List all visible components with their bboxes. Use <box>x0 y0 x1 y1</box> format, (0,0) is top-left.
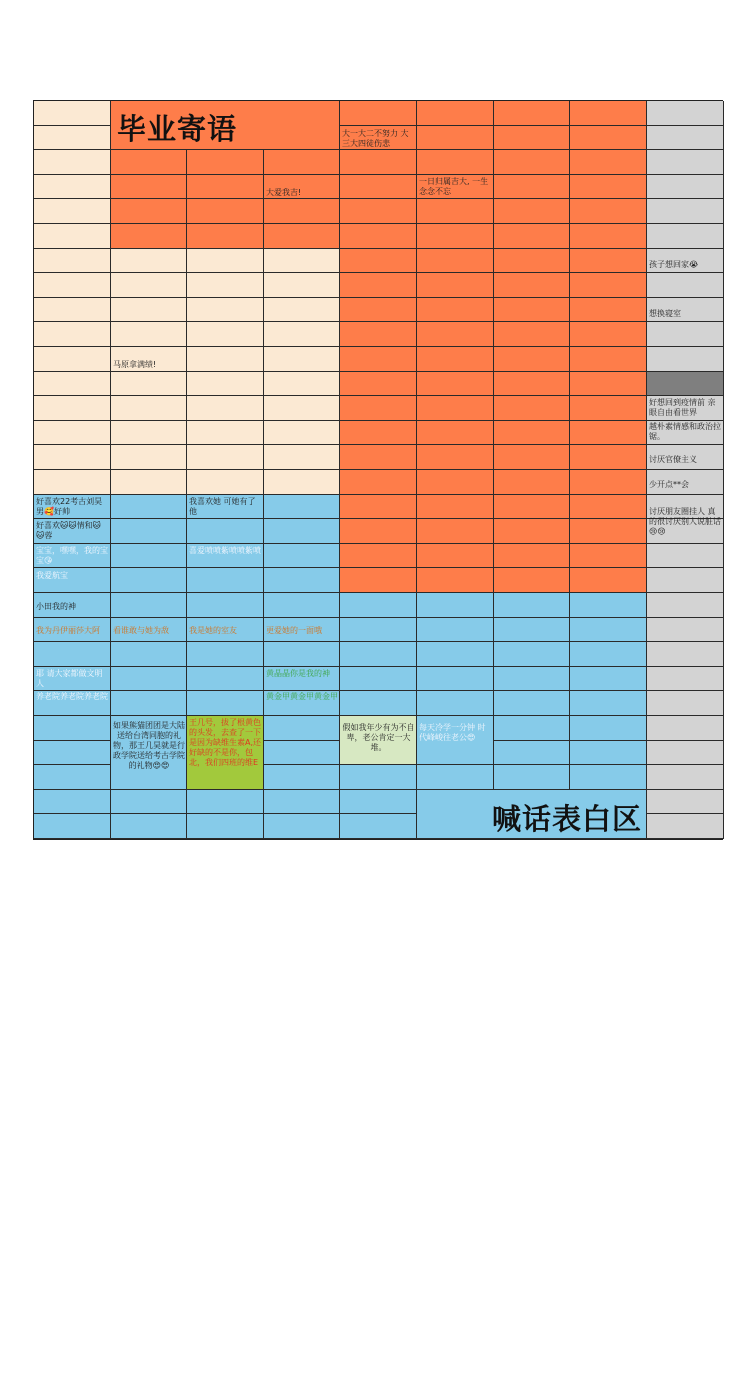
sheet-cell[interactable] <box>647 814 724 839</box>
sheet-cell[interactable] <box>340 298 417 323</box>
cell-note: 喜爱喷喷紫喷喷紫喷 <box>189 545 261 555</box>
sheet-cell[interactable] <box>340 224 417 249</box>
sheet-cell[interactable] <box>34 298 111 323</box>
sheet-cell[interactable] <box>340 322 417 347</box>
sheet-cell[interactable] <box>494 372 570 397</box>
sheet-cell[interactable] <box>264 814 340 839</box>
cell-note: 黄晶晶你是我的神 <box>266 668 330 678</box>
sheet-cell[interactable] <box>494 175 570 200</box>
sheet-cell[interactable] <box>187 519 264 544</box>
sheet-cell[interactable] <box>340 618 417 643</box>
sheet-cell[interactable] <box>264 593 340 618</box>
sheet-cell[interactable] <box>494 519 570 544</box>
cell-note: 更爱她的一面哦 <box>266 625 322 635</box>
sheet-cell[interactable] <box>187 273 264 298</box>
sheet-cell[interactable] <box>570 741 647 766</box>
sheet-cell[interactable] <box>111 519 187 544</box>
sheet-cell[interactable] <box>264 347 340 372</box>
sheet-cell[interactable] <box>187 396 264 421</box>
sheet-cell[interactable] <box>417 618 494 643</box>
sheet-cell[interactable] <box>417 667 494 692</box>
sheet-cell[interactable] <box>340 470 417 495</box>
cell-note: 养老院养老院养老院 <box>36 692 108 702</box>
sheet-cell[interactable] <box>647 101 724 126</box>
sheet-cell[interactable] <box>570 249 647 274</box>
sheet-cell[interactable] <box>187 249 264 274</box>
cell-note: 好喜欢22考古刘昊男🥰好帅 <box>36 496 103 516</box>
sheet-cell[interactable] <box>264 150 340 175</box>
sheet-cell[interactable] <box>34 716 111 741</box>
sheet-cell[interactable] <box>417 470 494 495</box>
spreadsheet <box>33 100 723 840</box>
cell-note: 马原拿满绩! <box>113 359 157 369</box>
sheet-cell[interactable] <box>111 273 187 298</box>
sheet-cell[interactable] <box>494 322 570 347</box>
sheet-cell[interactable] <box>264 741 340 766</box>
sheet-cell[interactable] <box>187 568 264 593</box>
sheet-cell[interactable] <box>494 544 570 569</box>
sheet-cell[interactable] <box>570 126 647 151</box>
sheet-cell[interactable] <box>111 421 187 446</box>
sheet-cell[interactable] <box>111 199 187 224</box>
sheet-cell[interactable] <box>340 372 417 397</box>
sheet-cell[interactable] <box>111 814 187 839</box>
cell-note: 我是她的室友 <box>189 625 237 635</box>
sheet-cell[interactable] <box>570 101 647 126</box>
sheet-cell[interactable] <box>34 249 111 274</box>
sheet-cell[interactable] <box>494 618 570 643</box>
sheet-cell[interactable] <box>417 347 494 372</box>
cell-note: 我爱航宝 <box>36 571 68 581</box>
sheet-cell[interactable] <box>340 519 417 544</box>
sheet-cell[interactable] <box>264 249 340 274</box>
sheet-cell[interactable] <box>187 790 264 815</box>
cell-note: 好想回到疫情前 亲眼自由看世界 <box>649 398 716 418</box>
sheet-cell[interactable] <box>187 593 264 618</box>
sheet-cell[interactable] <box>264 322 340 347</box>
sheet-cell[interactable] <box>647 175 724 200</box>
cell-note: 每天冷学一分钟 时代峰峻往老公😍 <box>419 723 486 742</box>
sheet-cell[interactable] <box>647 273 724 298</box>
sheet-cell[interactable] <box>187 224 264 249</box>
sheet-cell[interactable] <box>494 568 570 593</box>
sheet-cell[interactable] <box>111 445 187 470</box>
sheet-cell[interactable] <box>417 593 494 618</box>
sheet-cell[interactable] <box>264 372 340 397</box>
sheet-cell[interactable] <box>494 716 570 741</box>
sheet-cell[interactable] <box>187 814 264 839</box>
sheet-cell[interactable] <box>264 544 340 569</box>
sheet-cell[interactable] <box>111 150 187 175</box>
sheet-cell[interactable] <box>111 470 187 495</box>
sheet-cell[interactable] <box>187 470 264 495</box>
sheet-cell[interactable] <box>34 347 111 372</box>
sheet-cell[interactable] <box>187 175 264 200</box>
sheet-cell[interactable] <box>647 372 724 397</box>
sheet-cell[interactable] <box>34 175 111 200</box>
sheet-cell[interactable] <box>264 716 340 741</box>
sheet-cell[interactable] <box>34 421 111 446</box>
sheet-cell[interactable] <box>111 544 187 569</box>
sheet-cell[interactable] <box>340 249 417 274</box>
sheet-cell[interactable] <box>494 347 570 372</box>
sheet-cell[interactable] <box>417 519 494 544</box>
sheet-cell[interactable] <box>34 790 111 815</box>
sheet-cell[interactable] <box>264 790 340 815</box>
sheet-cell[interactable] <box>340 150 417 175</box>
sheet-cell[interactable] <box>494 495 570 520</box>
cell-note: 小田我的神 <box>36 602 76 611</box>
sheet-cell[interactable] <box>187 421 264 446</box>
sheet-cell[interactable] <box>647 593 724 618</box>
sheet-cell[interactable] <box>570 150 647 175</box>
sheet-cell[interactable] <box>417 199 494 224</box>
sheet-cell[interactable] <box>417 445 494 470</box>
sheet-cell[interactable] <box>34 224 111 249</box>
sheet-cell[interactable] <box>494 691 570 716</box>
sheet-cell[interactable] <box>417 150 494 175</box>
sheet-cell[interactable] <box>570 495 647 520</box>
sheet-cell[interactable] <box>647 126 724 151</box>
sheet-cell[interactable] <box>340 175 417 200</box>
sheet-cell[interactable] <box>647 741 724 766</box>
sheet-cell[interactable] <box>340 642 417 667</box>
cell-note: 黄金甲黄金甲黄金甲 <box>266 692 338 702</box>
sheet-cell[interactable] <box>340 568 417 593</box>
sheet-cell[interactable] <box>570 322 647 347</box>
cell-note: 假如我年少有为不自卑，老公肯定一大堆。 <box>342 723 415 752</box>
sheet-cell[interactable] <box>570 765 647 790</box>
sheet-cell[interactable] <box>570 199 647 224</box>
sheet-cell[interactable] <box>647 568 724 593</box>
sheet-cell[interactable] <box>647 322 724 347</box>
sheet-cell[interactable] <box>187 298 264 323</box>
sheet-cell[interactable] <box>647 765 724 790</box>
sheet-cell[interactable] <box>111 667 187 692</box>
sheet-cell[interactable] <box>34 101 111 126</box>
sheet-cell[interactable] <box>340 495 417 520</box>
cell-note: 讨厌朋友圈挂人 真的很讨厌别人说脏话😢😢 <box>649 506 721 536</box>
sheet-cell[interactable] <box>340 273 417 298</box>
confession-area-title: 喊话表白区 <box>491 801 642 836</box>
sheet-cell[interactable] <box>570 568 647 593</box>
sheet-cell[interactable] <box>570 396 647 421</box>
sheet-cell[interactable] <box>417 322 494 347</box>
sheet-cell[interactable] <box>417 691 494 716</box>
cell-note: 好喜欢🐱🐱情和🐱🐱蓉 <box>36 521 102 541</box>
sheet-cell[interactable] <box>264 470 340 495</box>
sheet-cell[interactable] <box>417 544 494 569</box>
cell-note: 看谁敢与她为敌 <box>113 625 169 635</box>
sheet-cell[interactable] <box>494 642 570 667</box>
sheet-cell[interactable] <box>494 199 570 224</box>
sheet-cell[interactable] <box>111 322 187 347</box>
sheet-cell[interactable] <box>417 568 494 593</box>
sheet-cell[interactable] <box>340 445 417 470</box>
sheet-cell[interactable] <box>494 298 570 323</box>
sheet-cell[interactable] <box>340 790 417 815</box>
sheet-cell[interactable] <box>647 716 724 741</box>
sheet-cell[interactable] <box>34 765 111 790</box>
sheet-cell[interactable] <box>570 372 647 397</box>
sheet-cell[interactable] <box>570 470 647 495</box>
sheet-cell[interactable] <box>570 445 647 470</box>
sheet-cell[interactable] <box>340 814 417 839</box>
sheet-cell[interactable] <box>34 199 111 224</box>
sheet-cell[interactable] <box>187 199 264 224</box>
sheet-cell[interactable] <box>417 298 494 323</box>
sheet-cell[interactable] <box>570 667 647 692</box>
cell-note: 如果熊猫团团是大陆送给台湾同胞的礼物，那王几昊就是行政学院送给考古学院的礼物😍😍 <box>113 721 185 770</box>
sheet-cell[interactable] <box>417 101 494 126</box>
sheet-cell[interactable] <box>494 273 570 298</box>
sheet-cell[interactable] <box>570 175 647 200</box>
bottom-title-cell[interactable] <box>417 790 647 839</box>
cell-note: 大一大二不努力 大三大四徒伤悲 <box>342 128 409 148</box>
sheet-cell[interactable] <box>111 495 187 520</box>
sheet-cell[interactable] <box>264 199 340 224</box>
cell-note: 王几号，拔了根黄色的头发，去查了一下是因为缺维生素A,还好缺的不是你，包北，我们四班的维E <box>189 718 262 767</box>
sheet-cell[interactable] <box>494 765 570 790</box>
sheet-cell[interactable] <box>111 224 187 249</box>
cell-note: 一日归属吉大, 一生念念不忘 <box>419 176 489 196</box>
sheet-cell[interactable] <box>570 519 647 544</box>
sheet-cell[interactable] <box>34 470 111 495</box>
sheet-cell[interactable] <box>264 298 340 323</box>
sheet-cell[interactable] <box>264 519 340 544</box>
sheet-cell[interactable] <box>264 396 340 421</box>
sheet-cell[interactable] <box>34 814 111 839</box>
sheet-cell[interactable] <box>647 150 724 175</box>
sheet-cell[interactable] <box>570 593 647 618</box>
sheet-cell[interactable] <box>494 101 570 126</box>
sheet-cell[interactable] <box>111 568 187 593</box>
sheet-cell[interactable] <box>570 716 647 741</box>
sheet-cell[interactable] <box>34 126 111 151</box>
sheet-cell[interactable] <box>34 445 111 470</box>
sheet-cell[interactable] <box>340 101 417 126</box>
sheet-cell[interactable] <box>570 347 647 372</box>
sheet-cell[interactable] <box>264 421 340 446</box>
cell-note: 我喜欢她 可她有了他 <box>189 496 256 516</box>
sheet-cell[interactable] <box>111 372 187 397</box>
sheet-cell[interactable] <box>111 249 187 274</box>
sheet-title: 毕业寄语 <box>117 112 238 146</box>
sheet-cell[interactable] <box>111 396 187 421</box>
sheet-cell[interactable] <box>187 691 264 716</box>
sheet-cell[interactable] <box>340 593 417 618</box>
sheet-cell[interactable] <box>340 396 417 421</box>
sheet-cell[interactable] <box>111 691 187 716</box>
sheet-cell[interactable] <box>647 347 724 372</box>
cell-note: 讨厌官僚主义 <box>649 454 697 464</box>
sheet-cell[interactable] <box>647 790 724 815</box>
sheet-cell[interactable] <box>264 495 340 520</box>
sheet-cell[interactable] <box>570 273 647 298</box>
sheet-cell[interactable] <box>647 199 724 224</box>
sheet-cell[interactable] <box>264 765 340 790</box>
sheet-cell[interactable] <box>34 372 111 397</box>
sheet-cell[interactable] <box>340 544 417 569</box>
sheet-cell[interactable] <box>494 741 570 766</box>
sheet-cell[interactable] <box>417 224 494 249</box>
sheet-cell[interactable] <box>34 396 111 421</box>
sheet-cell[interactable] <box>417 642 494 667</box>
sheet-cell[interactable] <box>647 618 724 643</box>
sheet-cell[interactable] <box>494 593 570 618</box>
sheet-cell[interactable] <box>647 691 724 716</box>
sheet-cell[interactable] <box>570 642 647 667</box>
cell-note: 耶 请大家都做文明人 <box>36 668 103 688</box>
cell-note: 少开点**会 <box>649 479 689 489</box>
sheet-cell[interactable] <box>647 642 724 667</box>
sheet-cell[interactable] <box>494 224 570 249</box>
sheet-cell[interactable] <box>417 126 494 151</box>
sheet-cell[interactable] <box>570 298 647 323</box>
sheet-cell[interactable] <box>494 445 570 470</box>
sheet-cell[interactable] <box>570 421 647 446</box>
sheet-cell[interactable] <box>111 175 187 200</box>
sheet-cell[interactable] <box>264 273 340 298</box>
sheet-cell[interactable] <box>417 249 494 274</box>
sheet-cell[interactable] <box>494 396 570 421</box>
sheet-cell[interactable] <box>340 691 417 716</box>
title-cell[interactable] <box>111 101 340 150</box>
sheet-cell[interactable] <box>417 495 494 520</box>
sheet-cell[interactable] <box>34 741 111 766</box>
sheet-cell[interactable] <box>494 249 570 274</box>
sheet-cell[interactable] <box>494 421 570 446</box>
sheet-cell[interactable] <box>570 618 647 643</box>
sheet-cell[interactable] <box>264 224 340 249</box>
sheet-cell[interactable] <box>187 667 264 692</box>
sheet-cell[interactable] <box>647 224 724 249</box>
sheet-cell[interactable] <box>264 568 340 593</box>
sheet-cell[interactable] <box>340 347 417 372</box>
sheet-cell[interactable] <box>187 372 264 397</box>
sheet-cell[interactable] <box>494 667 570 692</box>
sheet-cell[interactable] <box>187 322 264 347</box>
cell-note: 宝宝，嘿嘿，我的宝宝😘 <box>36 545 108 565</box>
cell-note: 越朴素情感和政治拉锯。 <box>649 421 721 441</box>
cell-note: 我为丹伊丽莎大阿 <box>36 625 100 635</box>
sheet-cell[interactable] <box>340 199 417 224</box>
sheet-cell[interactable] <box>417 273 494 298</box>
cell-note: 想换寝室 <box>649 309 681 319</box>
sheet-cell[interactable] <box>570 224 647 249</box>
sheet-cell[interactable] <box>570 691 647 716</box>
sheet-cell[interactable] <box>570 544 647 569</box>
cell-note: 孩子想回家😭 <box>649 260 699 270</box>
sheet-cell[interactable] <box>187 445 264 470</box>
sheet-cell[interactable] <box>417 372 494 397</box>
sheet-cell[interactable] <box>111 298 187 323</box>
cell-note: 大爱我吉! <box>266 188 302 198</box>
sheet-cell[interactable] <box>187 347 264 372</box>
sheet-cell[interactable] <box>417 421 494 446</box>
sheet-cell[interactable] <box>417 396 494 421</box>
sheet-cell[interactable] <box>264 445 340 470</box>
sheet-cell[interactable] <box>34 273 111 298</box>
sheet-cell[interactable] <box>494 126 570 151</box>
sheet-cell[interactable] <box>111 593 187 618</box>
sheet-cell[interactable] <box>340 421 417 446</box>
sheet-cell[interactable] <box>647 667 724 692</box>
sheet-cell[interactable] <box>494 150 570 175</box>
sheet-cell[interactable] <box>340 667 417 692</box>
sheet-cell[interactable] <box>34 150 111 175</box>
sheet-cell[interactable] <box>494 470 570 495</box>
sheet-cell[interactable] <box>187 150 264 175</box>
sheet-cell[interactable] <box>34 322 111 347</box>
